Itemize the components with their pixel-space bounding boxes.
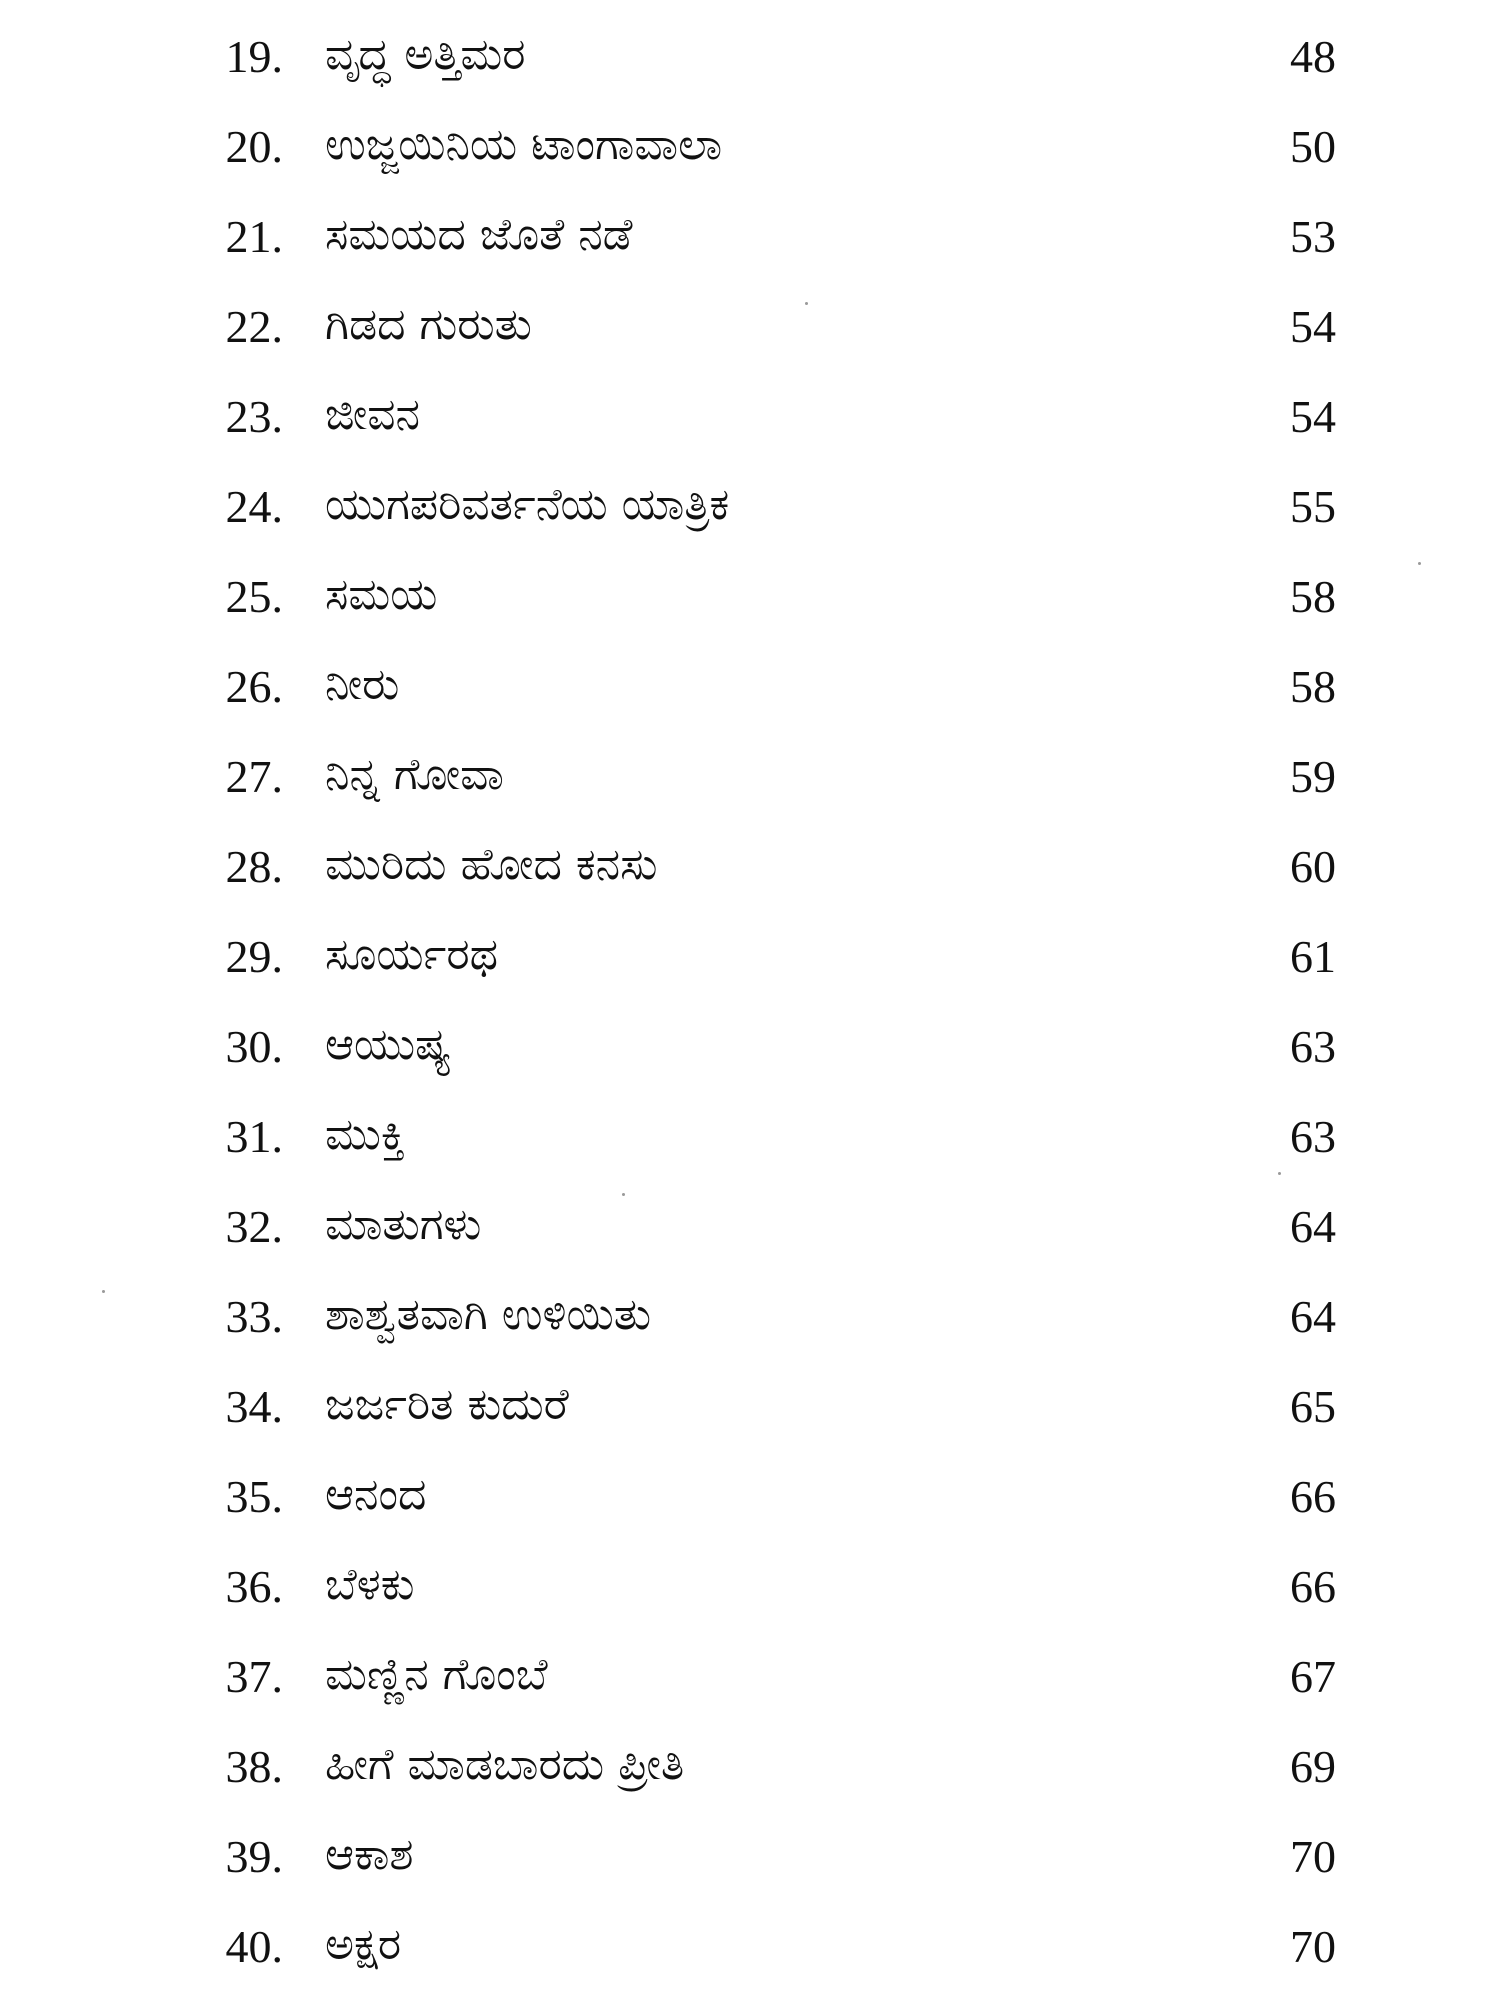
toc-entry [0, 1092, 1500, 1182]
entry-page-number: 61 [1290, 931, 1336, 982]
toc-entry [0, 1632, 1500, 1722]
entry-title: ಸಮಯದ ಜೊತೆ ನಡೆ [325, 209, 633, 260]
entry-title: ಮಾತುಗಳು [325, 1199, 482, 1250]
entry-number: 32. [225, 1201, 283, 1252]
entry-page-number: 59 [1290, 751, 1336, 802]
entry-number: 23. [225, 391, 283, 442]
entry-number: 20. [225, 121, 283, 172]
toc-entry [0, 282, 1500, 372]
toc-entry [0, 192, 1500, 282]
entry-page-number: 66 [1290, 1561, 1336, 1612]
entry-number: 19. [225, 31, 283, 82]
entry-number: 30. [225, 1021, 283, 1072]
toc-entry [0, 1272, 1500, 1362]
toc-entry [0, 1452, 1500, 1542]
entry-title: ಗಿಡದ ಗುರುತು [325, 299, 532, 350]
entry-number: 34. [225, 1381, 283, 1432]
entry-page-number: 64 [1290, 1291, 1336, 1342]
entry-title: ಆಯುಷ್ಯ [325, 1019, 452, 1070]
entry-title: ಶಾಶ್ವತವಾಗಿ ಉಳಿಯಿತು [325, 1289, 652, 1340]
entry-title: ಬೆಳಕು [325, 1559, 415, 1610]
entry-page-number: 58 [1290, 661, 1336, 712]
toc-entry [0, 912, 1500, 1002]
entry-number: 21. [225, 211, 283, 262]
toc-entry [0, 372, 1500, 462]
entry-page-number: 60 [1290, 841, 1336, 892]
entry-title: ಜೀವನ [325, 389, 420, 440]
toc-entry [0, 1722, 1500, 1812]
toc-entry [0, 462, 1500, 552]
toc-entry [0, 1812, 1500, 1902]
entry-title: ಮುಕ್ತಿ [325, 1109, 406, 1160]
scan-speck [1418, 562, 1421, 565]
entry-number: 33. [225, 1291, 283, 1342]
toc-entry [0, 732, 1500, 822]
toc-entry [0, 822, 1500, 912]
entry-number: 27. [225, 751, 283, 802]
toc-entry [0, 642, 1500, 732]
entry-number: 29. [225, 931, 283, 982]
entry-title: ನೀರು [325, 659, 400, 710]
entry-number: 39. [225, 1831, 283, 1882]
toc-entry [0, 1182, 1500, 1272]
entry-number: 28. [225, 841, 283, 892]
entry-page-number: 65 [1290, 1381, 1336, 1432]
entry-number: 36. [225, 1561, 283, 1612]
entry-page-number: 63 [1290, 1111, 1336, 1162]
entry-page-number: 54 [1290, 301, 1336, 352]
entry-number: 35. [225, 1471, 283, 1522]
entry-title: ಜರ್ಜರಿತ ಕುದುರೆ [325, 1379, 569, 1430]
entry-page-number: 53 [1290, 211, 1336, 262]
scan-speck [805, 302, 808, 305]
entry-page-number: 69 [1290, 1741, 1336, 1792]
entry-title: ಮುರಿದು ಹೋದ ಕನಸು [325, 839, 658, 890]
entry-number: 26. [225, 661, 283, 712]
scan-speck [102, 1290, 105, 1293]
entry-title: ಹೀಗೆ ಮಾಡಬಾರದು ಪ್ರೀತಿ [325, 1739, 685, 1790]
entry-page-number: 55 [1290, 481, 1336, 532]
entry-number: 38. [225, 1741, 283, 1792]
toc-entry [0, 1362, 1500, 1452]
entry-page-number: 67 [1290, 1651, 1336, 1702]
entry-title: ನಿನ್ನ ಗೋವಾ [325, 749, 504, 800]
entry-title: ಆನಂದ [325, 1469, 427, 1520]
entry-number: 40. [225, 1921, 283, 1972]
entry-page-number: 54 [1290, 391, 1336, 442]
entry-title: ವೃದ್ಧ ಅತ್ತಿಮರ [325, 29, 526, 80]
toc-entry [0, 1902, 1500, 1992]
entry-page-number: 63 [1290, 1021, 1336, 1072]
entry-page-number: 48 [1290, 31, 1336, 82]
toc-entry [0, 552, 1500, 642]
scan-speck [1278, 1172, 1281, 1175]
entry-number: 25. [225, 571, 283, 622]
entry-page-number: 50 [1290, 121, 1336, 172]
scan-speck [622, 1193, 625, 1196]
entry-page-number: 58 [1290, 571, 1336, 622]
entry-number: 22. [225, 301, 283, 352]
entry-number: 31. [225, 1111, 283, 1162]
toc-entry [0, 1542, 1500, 1632]
entry-title: ಸೂರ್ಯರಥ [325, 929, 499, 980]
toc-entry [0, 12, 1500, 102]
entry-title: ಆಕಾಶ [325, 1829, 414, 1880]
entry-title: ಮಣ್ಣಿನ ಗೊಂಬೆ [325, 1649, 548, 1700]
entry-page-number: 64 [1290, 1201, 1336, 1252]
entry-page-number: 66 [1290, 1471, 1336, 1522]
entry-page-number: 70 [1290, 1831, 1336, 1882]
entry-page-number: 70 [1290, 1921, 1336, 1972]
entry-title: ಯುಗಪರಿವರ್ತನೆಯ ಯಾತ್ರಿಕ [325, 479, 730, 530]
entry-number: 24. [225, 481, 283, 532]
entry-number: 37. [225, 1651, 283, 1702]
toc-entry [0, 1002, 1500, 1092]
toc-entry [0, 102, 1500, 192]
entry-title: ಉಜ್ಜಯಿನಿಯ ಟಾಂಗಾವಾಲಾ [325, 119, 723, 170]
entry-title: ಅಕ್ಷರ [325, 1919, 402, 1970]
entry-title: ಸಮಯ [325, 569, 438, 620]
